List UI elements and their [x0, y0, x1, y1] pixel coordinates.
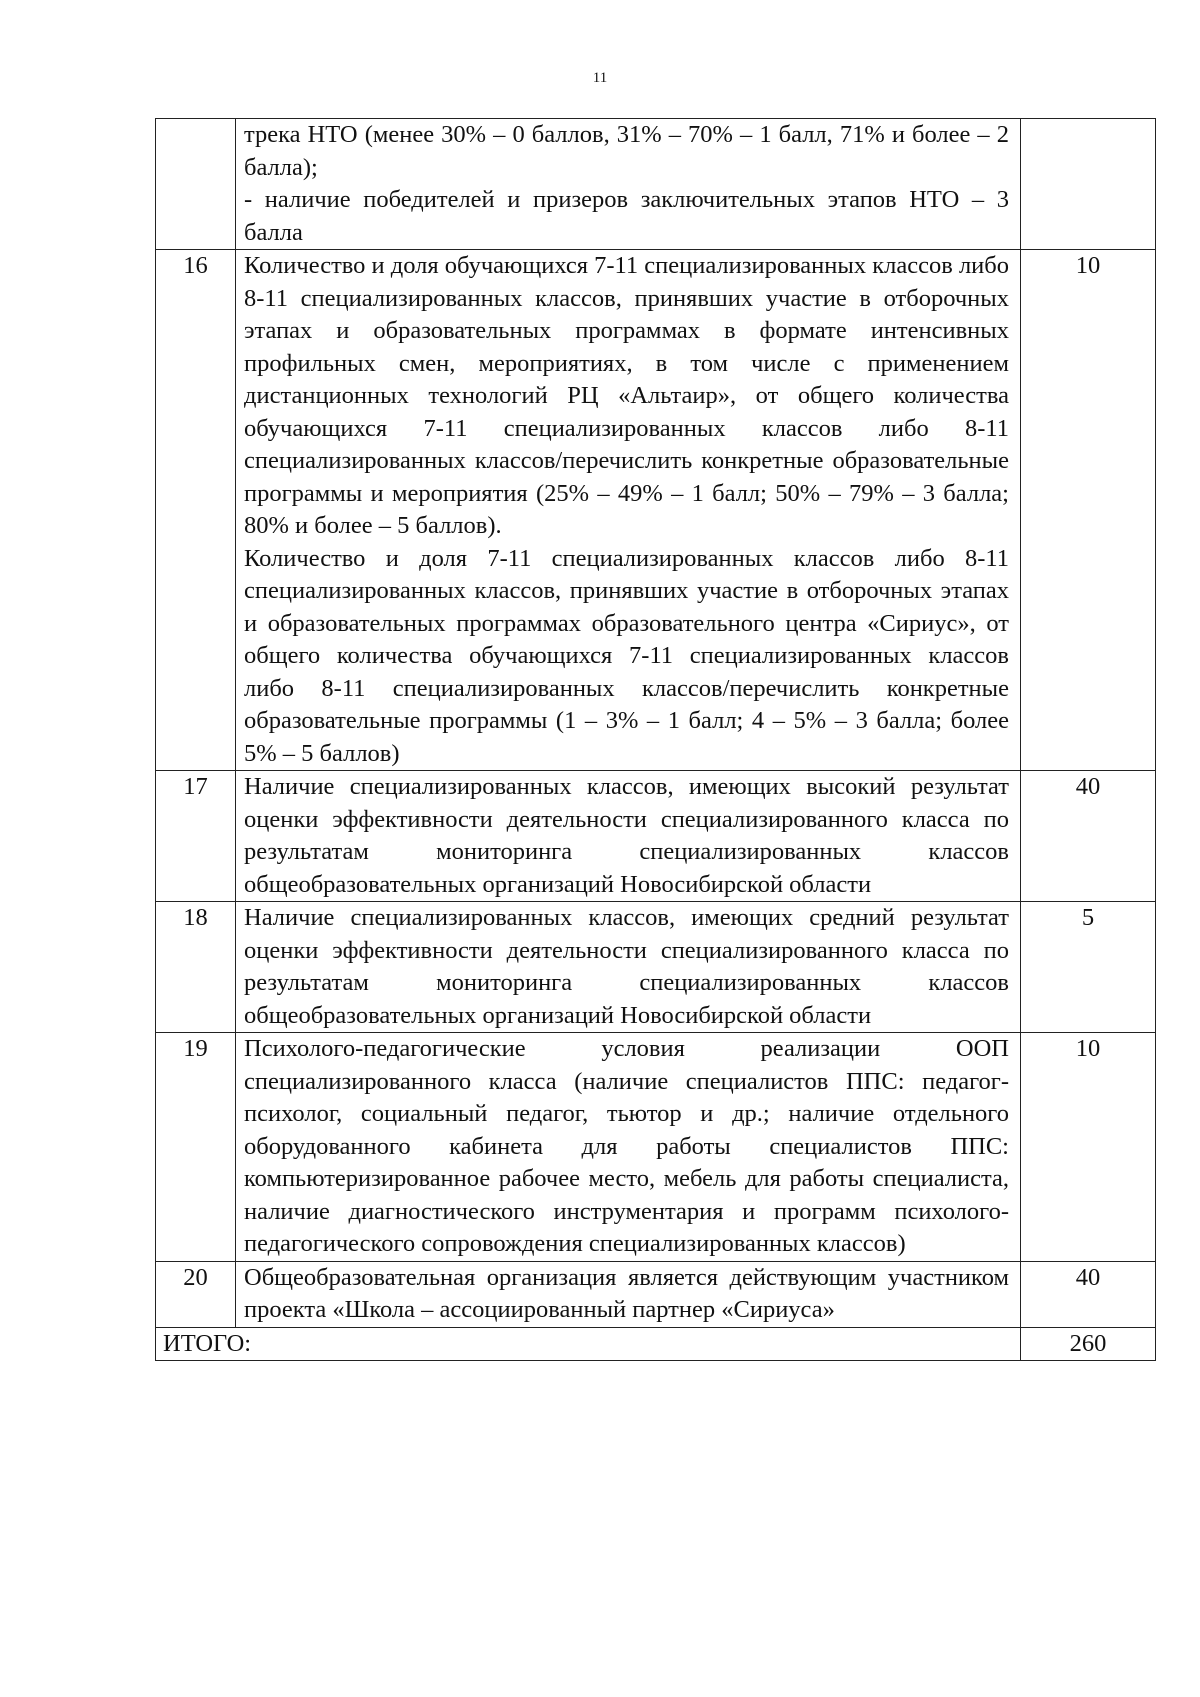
row-number: 17	[156, 771, 236, 902]
row-points: 40	[1021, 1261, 1156, 1327]
criterion-paragraph: Количество и доля 7-11 специализированных классов либо 8-11 специализированных классов, принявших участие в отборочных этапах и образовательных программах образовательного центра «Сириус», от общего количества обучающихся 7-11 специализированных классов либо 8-11 специализированных классов/перечислить конкретные образовательные программы (1 – 3% – 1 балл; 4 – 5% – 3 балла; более 5% – 5 баллов)	[244, 544, 1009, 767]
row-number: 19	[156, 1033, 236, 1262]
row-points: 5	[1021, 902, 1156, 1033]
page-number: 11	[592, 70, 608, 86]
criterion-paragraph: Общеобразовательная организация является действующим участником проекта «Школа – ассоциированный партнер «Сириуса»	[244, 1263, 1009, 1323]
criterion-paragraph: Количество и доля обучающихся 7-11 специализированных классов либо 8-11 специализированных классов, принявших участие в отборочных этапах и образовательных программах в формате интенсивных профильных смен, мероприятиях, в том числе с применением дистанционных технологий РЦ «Альтаир», от общего количества обучающихся 7-11 специализированных классов либо 8-11 специализированных классов/перечислить конкретные образовательные программы и мероприятия (25% – 49% – 1 балл; 50% – 79% – 3 балла; 80% и более – 5 баллов).	[244, 252, 1009, 539]
table-row	[156, 119, 1156, 250]
criterion-text	[236, 1261, 1021, 1327]
row-number	[156, 119, 236, 250]
table-row	[156, 250, 1156, 771]
row-points: 10	[1021, 1033, 1156, 1262]
criterion-paragraph: - наличие победителей и призеров заключительных этапов НТО – 3 балла	[244, 186, 1009, 246]
criterion-text	[236, 1033, 1021, 1262]
row-number: 18	[156, 902, 236, 1033]
table-row	[156, 1033, 1156, 1262]
criterion-paragraph: трека НТО (менее 30% – 0 баллов, 31% – 70% – 1 балл, 71% и более – 2 балла);	[244, 121, 1009, 181]
criterion-paragraph: Психолого-педагогические условия реализации ООП специализированного класса (наличие специалистов ППС: педагог-психолог, социальный педагог, тьютор и др.; наличие отдельного оборудованного кабинета для работы специалистов ППС: компьютеризированное рабочее место, мебель для работы специалиста, наличие диагностического инструментария и программ психолого-педагогического сопровождения специализированных классов)	[244, 1035, 1009, 1257]
criterion-text	[236, 771, 1021, 902]
criteria-table	[155, 118, 1156, 1361]
criterion-paragraph: Наличие специализированных классов, имеющих высокий результат оценки эффективности деятельности специализированного класса по результатам мониторинга специализированных классов общеобразовательных организаций Новосибирской области	[244, 773, 1009, 898]
criterion-text	[236, 250, 1021, 771]
row-points: 10	[1021, 250, 1156, 771]
row-number: 20	[156, 1261, 236, 1327]
total-label: ИТОГО:	[156, 1327, 1021, 1361]
total-points: 260	[1021, 1327, 1156, 1361]
table-row	[156, 771, 1156, 902]
row-points: 40	[1021, 771, 1156, 902]
total-row	[156, 1327, 1156, 1361]
criterion-text	[236, 902, 1021, 1033]
criterion-text	[236, 119, 1021, 250]
table-row	[156, 902, 1156, 1033]
row-number: 16	[156, 250, 236, 771]
row-points	[1021, 119, 1156, 250]
table-row	[156, 1261, 1156, 1327]
criterion-paragraph: Наличие специализированных классов, имеющих средний результат оценки эффективности деятельности специализированного класса по результатам мониторинга специализированных классов общеобразовательных организаций Новосибирской области	[244, 904, 1009, 1029]
